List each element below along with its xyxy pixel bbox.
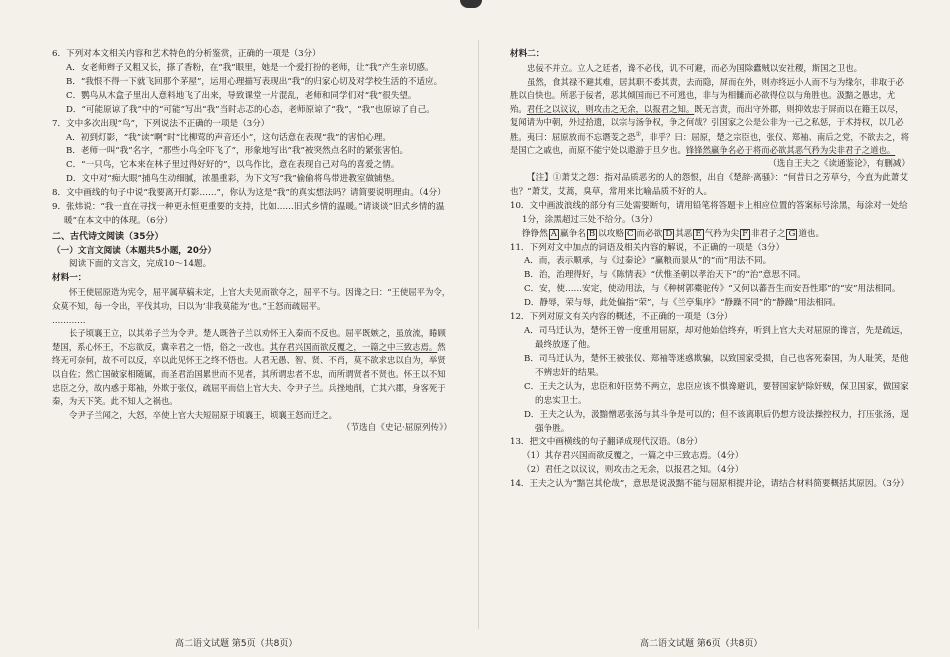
m2-p2-text-after: 既无言责，而出守外郡，则抑效忠于屏而以在籍王以尽，复闻请为中朝，外过拾遗，以宗与汤争权，争之何哉？引国家之公是公非为一己之私惩，于术持权，以几必胜。夷曰：屈原放而不忘谮芰之恐: [510, 103, 904, 142]
question-14: 14．王夫之认为“黯岂其伦哉”，意思是说汲黯不能与屈原相提并论，请结合材料简要概括其原因。（3分）: [510, 479, 910, 490]
question-13-item-1: （1）其存君兴国而欲反覆之，一篇之中三致志焉。（4分）: [522, 451, 744, 462]
q10-break-option-b[interactable]: B: [588, 228, 596, 239]
question-12-stem: 12．下列对原文有关内容的概述，不正确的一项是（3分）: [510, 312, 733, 323]
question-7-option-c: C．“一只鸟，它本来在林子里过得好好的”，以鸟作比，意在表现自己对鸟的喜爱之情。: [66, 160, 400, 171]
material-1-ellipsis: …………: [52, 314, 86, 325]
question-7-option-b: B．老师一叫“我”名字，“那些小鸟全吓飞了”，形象地写出“我”被突然点名时的紧张害怕。: [66, 146, 409, 157]
q10-break-option-d[interactable]: D: [665, 228, 673, 239]
q10-break-option-g[interactable]: G: [788, 228, 796, 239]
question-8: 8．文中画线的句子中说“我要离开灯影……”，你认为这是“我”的真实想法吗？请简要说明理由。（4分）: [52, 188, 446, 199]
material-2-paragraph-1: 忠佞不并立。立人之廷者，谗不必伐，讥不可避，而必为国除蠹贼以安社稷，斯国之卫也。: [527, 62, 862, 73]
m1-p2-text-after: 然终无可奈何，故不可以反，卒以此见怀王之终不悟也。人君无愚、智、贤、不肖，莫不欲求忠以自为，举贤以自佐；然亡国破家相随属，而圣君治国累世而不见者，其所谓忠者不忠，而所谓贤者不贤也。怀王以不知忠臣之分，故内惑于郑袖，外欺于张仪，疏屈平而信上官大夫、令尹子兰。兵挫地削，亡其六郡，身客死于秦，为天下笑。此不知人之祸也。: [52, 341, 446, 407]
footnote-marker: ①: [635, 130, 642, 138]
question-7-option-d: D．文中对“痴大眼”捕鸟生动细腻，浓墨重彩，为下文写“我”偷偷将鸟带进教室做铺垫。: [66, 174, 400, 185]
material-2-label: 材料二：: [510, 49, 545, 59]
subsection-heading-prose: （一）文言文阅读（本题共5小题，20分）: [52, 245, 217, 256]
m2-p2-text-before: 虽然，食其禄不避其难，居其职不委其责，去而隐，屏而在外，则亦终远小人而不与为缘尔，非取于必胜以自快也。所恶于佞者，恶其倾国而已不可逃也，非与为相雠而必欲得位以与角胜也。汲黯之愚忠，尤殆。: [510, 76, 904, 114]
reading-instruction: 阅读下面的文言文，完成10～14题。: [69, 259, 212, 270]
question-6-stem: 6．下列对本文相关内容和艺术特色的分析鉴赏，正确的一项是（3分）: [52, 49, 321, 59]
question-12-option-b: B．司马迁认为，楚怀王被张仪、郑袖等迷惑欺骗，以致国家受损，自己也客死秦国，为人耻笑，是他不辨忠奸的结果。: [524, 353, 909, 378]
page-5-footer: 高二语文试题 第5页（共8页）: [175, 639, 298, 649]
page-6: [510, 48, 910, 627]
question-12-option-a: A．司马迁认为，楚怀王曾一度重用屈原，却对他始信终弃，听到上官大夫对屈原的谗言，先是疏远，最终放逐了他。: [524, 326, 909, 350]
m1-underlined-sentence: 其存君兴国而欲反覆之，一篇之中三致志焉。: [269, 341, 438, 352]
question-12-option-d: D．王夫之认为，汲黯憎恶张汤与其斗争是可以的；但不该离职后仍想方设法操控权力，打压张汤，逞强争胜。: [524, 409, 910, 434]
binding-mark: [460, 0, 482, 8]
question-6-option-c: C．鹦鸟从木盒子里出人意料地飞了出来，导致课堂一片混乱，老师和同学们对“我”很失望。: [66, 90, 417, 101]
question-9: 9．张炜说：“我一直在寻找一种更永恒更重要的支持，比如……旧式乡情的温暖。”请谈谈“旧式乡情的温暖”在本文中的体现。（6分）: [52, 202, 445, 227]
q10-break-option-f[interactable]: F: [742, 228, 749, 239]
material-2-passage: [510, 62, 910, 158]
question-7-option-a: A．初到灯影，“我”读“啊”时“比柳莺的声音还小”，这句话意在表现“我”的害怕心理。: [66, 132, 391, 143]
m1-p2-text-before: 长子顷襄王立，以其弟子兰为令尹。楚人既咎子兰以劝怀王入秦而不反也。屈平既嫉之，虽放流，睠顾楚国，系心怀王，不忘欲反，冀幸君之一悟，俗之一改也。: [52, 328, 446, 352]
page-6-footer: 高二语文试题 第6页（共8页）: [640, 639, 763, 649]
footnote: 【注】①萧艾之怨：指对品质恶劣的人的怨恨，出自《楚辞·离骚》：“何昔日之芳草兮，今直为此萧艾也？”萧艾，艾蒿，臭草，常用来比喻品质不好的人。: [510, 172, 908, 197]
q10-segment-text: 羸争名: [560, 228, 586, 239]
q10-segment-text: 道也。: [798, 228, 825, 239]
material-1-label: 材料一：: [52, 273, 87, 284]
material-1-paragraph-1: 怀王使屈原造为宪令，屈平属草稿未定，上官大夫见而欲夺之，屈平不与。因谗之曰：“王使屈平为令，众莫不知，每一令出，平伐其功，曰以为‘非我莫能为’也。”王怒而疏屈平。: [52, 287, 451, 311]
q10-segment-text: 铮铮然: [522, 228, 548, 239]
q10-segment-text: 其恶: [675, 228, 693, 239]
question-6-option-a: A．女老师辫子又粗又长，搽了香粉，在“我”眼里，她是一个爱打扮的老师，让“我”产生亲切感。: [66, 62, 434, 73]
question-11-stem: 11．下列对文中加点的词语及相关内容的解说，不正确的一项是（3分）: [510, 242, 785, 253]
question-12-option-c: C．王夫之认为，忠臣和奸臣势不两立，忠臣应该不惧谗避讥，要替国家铲除奸贼，保卫国家，做国家的忠实卫士。: [524, 381, 909, 406]
question-10-stem: 10．文中画波浪线的部分有三处需要断句，请用铅笔将答题卡上相应位置的答案标号涂黑，每涂对一处给1分，涂黑超过三处不给分。（3分）: [510, 200, 908, 225]
q10-segment-text: 气矜为尖: [704, 228, 740, 239]
q10-segment-text: 以攻赂: [598, 228, 624, 239]
question-11-option-c: C．安，使……安定，使动用法，与《种树郭橐驼传》“又何以蕃吾生而安吾性耶”的“安”用法相同。: [524, 284, 901, 295]
question-13-item-2: （2）君任之以议议，则攻击之无余，以报君之知。（4分）: [522, 465, 744, 476]
material-1-source: （节选自《史记·屈原列传》）: [341, 423, 452, 434]
q10-segment-text: 而必欲: [636, 228, 663, 239]
material-2-paragraph-2: [510, 76, 910, 158]
q10-break-option-e[interactable]: E: [695, 228, 702, 239]
question-6-option-d: D．“可能原谅了我”中的“可能”写出“我”当时忐忑的心态，老师原谅了“我”，“我”也原谅了自己。: [66, 104, 435, 115]
question-6-option-b: B．“我恨不得一下就飞回那个茅屋”，运用心理描写表现出“我”的归家心切及对学校生活的不适应。: [66, 76, 443, 87]
page-divider: [478, 40, 479, 629]
m2-underlined-sentence: 君任之以议议，则攻击之无余，以报君之知。: [526, 103, 695, 114]
material-2-source: （选自王夫之《读通鉴论》，有删减）: [768, 158, 910, 169]
q10-break-option-c[interactable]: C: [626, 228, 634, 239]
q10-segment-text: 非君子之: [751, 228, 786, 239]
material-1-paragraph-3: 令尹子兰闻之，大怒，卒使上官大夫短屈原于顷襄王，顷襄王怒而迁之。: [69, 409, 337, 420]
m2-wavy-underlined-sentence: 锋锋然羸争名必于将而必欲其恶气矜为尖非君子之道也。: [685, 145, 896, 156]
question-13-stem: 13．把文中画横线的句子翻译成现代汉语。（8分）: [510, 437, 703, 448]
question-10-break-sequence: [510, 228, 910, 242]
m2-p2-text-tail: ，非乎？曰：屈原，楚之宗臣也，张仪、郑袖、南后之党，不欲去之，将是国亡之戚也，而原不能宁处以遨游于旦夕也。: [510, 131, 910, 156]
question-7-stem: 7．文中多次出现“鸟”，下列说法不正确的一项是（3分）: [52, 118, 270, 129]
material-1-passage: [52, 286, 452, 422]
section-heading-classical: 二、古代诗文阅读（35分）: [52, 231, 164, 242]
question-11-option-a: A．而，表示顺承，与《过秦论》“赢粮而景从”的“而”用法不同。: [524, 256, 772, 267]
question-11-option-b: B．治，治理得好，与《陈情表》“伏惟圣朝以孝治天下”的“治”意思不同。: [524, 270, 806, 281]
page-5: [52, 48, 452, 627]
material-1-paragraph-2: [52, 327, 452, 409]
question-11-option-d: D．静辱，荣与辱，此处偏指“荣”，与《兰亭集序》“静躁不同”的“静躁”用法相同。: [524, 298, 841, 309]
q10-break-option-a[interactable]: A: [550, 228, 558, 239]
